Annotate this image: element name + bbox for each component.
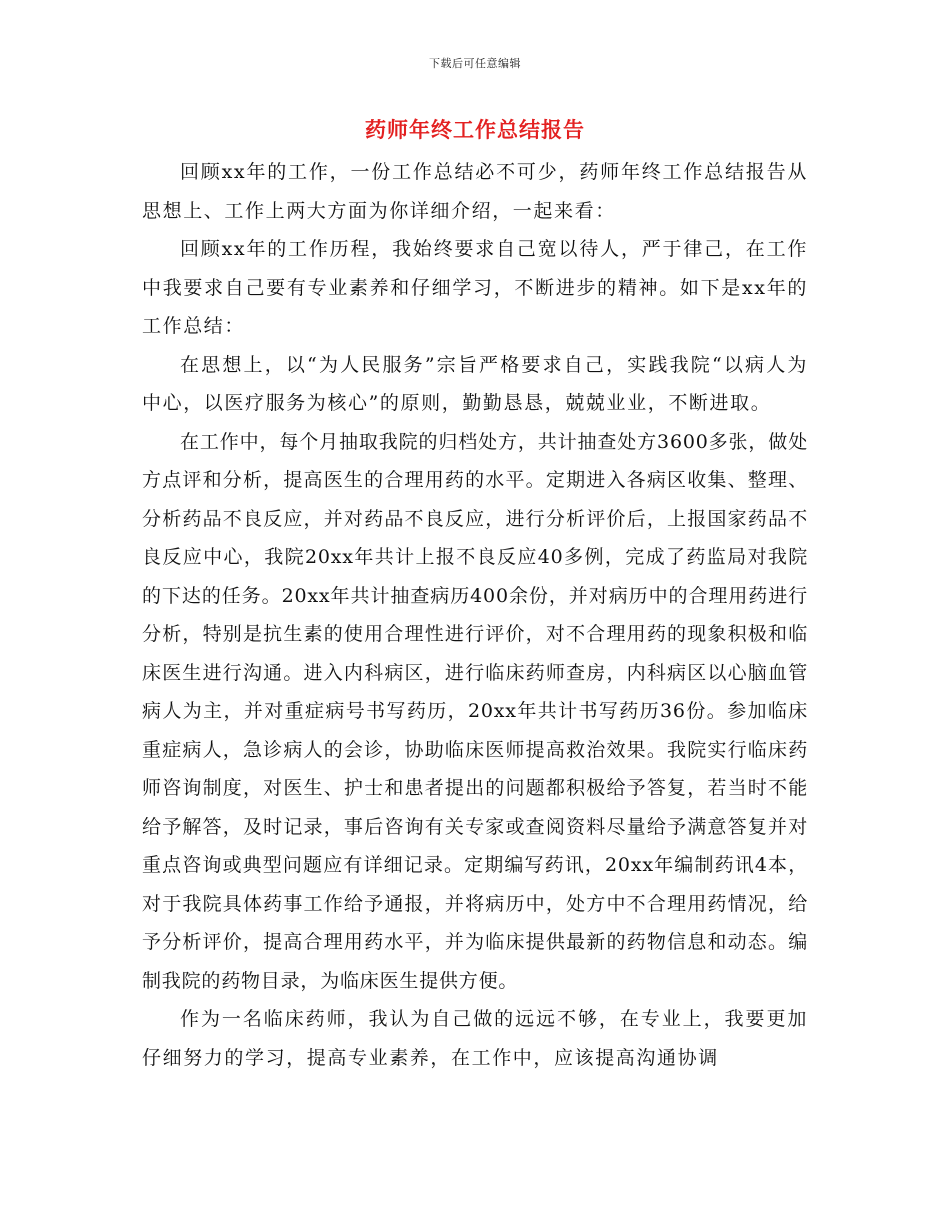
document-title: 药师年终工作总结报告 (365, 117, 585, 142)
paragraph-ideology: 在思想上，以“为人民服务”宗旨严格要求自己，实践我院“以病人为中心，以医疗服务为核心”的原则，勤勤恳恳，兢兢业业，不断进取。 (142, 353, 808, 414)
paragraph-intro: 回顾xx年的工作，一份工作总结必不可少，药师年终工作总结报告从思想上、工作上两大方面为你详细介绍，一起来看： (142, 161, 808, 222)
paragraph-review: 回顾xx年的工作历程，我始终要求自己宽以待人，严于律己，在工作中我要求自己要有专业素养和仔细学习，不断进步的精神。如下是xx年的工作总结： (142, 238, 808, 337)
paragraph-reflection: 作为一名临床药师，我认为自己做的远远不够，在专业上，我要更加仔细努力的学习，提高专业素养，在工作中，应该提高沟通协调 (142, 1008, 808, 1069)
document-body (142, 153, 808, 1077)
paragraph-work: 在工作中，每个月抽取我院的归档处方，共计抽查处方3600多张，做处方点评和分析，提高医生的合理用药的水平。定期进入各病区收集、整理、分析药品不良反应，并对药品不良反应，进行分析评价后，上报国家药品不良反应中心，我院20xx年共计上报不良反应40多例，完成了药监局对我院的下达的任务。20xx年共计抽查病历400余份，并对病历中的合理用药进行分析，特别是抗生素的使用合理性进行评价，对不合理用药的现象积极和临床医生进行沟通。进入内科病区，进行临床药师查房，内科病区以心脑血管病人为主，并对重症病号书写药历，20xx年共计书写药历36份。参加临床重症病人，急诊病人的会诊，协助临床医师提高救治效果。我院实行临床药师咨询制度，对医生、护士和患者提出的问题都积极给予答复，若当时不能给予解答，及时记录，事后咨询有关专家或查阅资料尽量给予满意答复并对重点咨询或典型问题应有详细记录。定期编写药讯，20xx年编制药讯4本，对于我院具体药事工作给予通报，并将病历中，处方中不合理用药情况，给予分析评价，提高合理用药水平，并为临床提供最新的药物信息和动态。编制我院的药物目录，为临床医生提供方便。 (142, 430, 808, 992)
header-note: 下载后可任意编辑 (429, 57, 521, 70)
